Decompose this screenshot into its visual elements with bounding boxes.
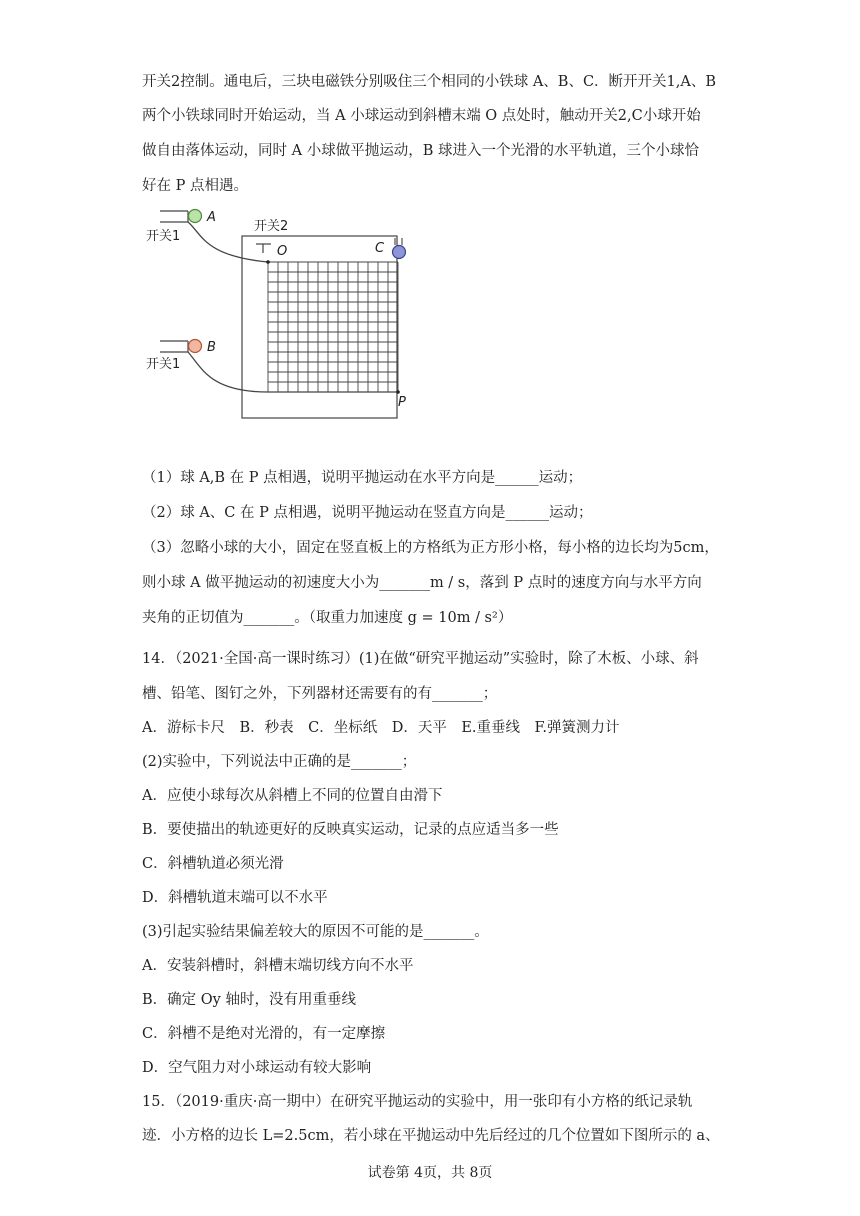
- q14-head-2: 槽、铅笔、图钉之外，下列器材还需要有的有_______；: [142, 686, 498, 702]
- q14-sub2-b: B．要使描出的轨迹更好的反映真实运动，记录的点应适当多一些: [142, 822, 559, 838]
- ball-b: [189, 340, 202, 353]
- q14-sub2-a: A．应使小球每次从斜槽上不同的位置自由滑下: [142, 788, 443, 804]
- intro-line-1: 开关2控制。通电后，三块电磁铁分别吸住三个相同的小铁球 A、B、C．断开开关1,A、B: [142, 74, 717, 90]
- label-o: O: [277, 244, 288, 259]
- q14-sub3-a: A．安装斜槽时，斜槽末端切线方向不水平: [142, 958, 414, 974]
- grid-paper: [268, 262, 398, 392]
- top-electromagnet: [160, 211, 188, 222]
- q14-sub2-c: C．斜槽轨道必须光滑: [142, 856, 284, 872]
- intro-line-4: 好在 P 点相遇。: [142, 178, 248, 194]
- intro-line-2: 两个小铁球同时开始运动，当 A 小球运动到斜槽末端 O 点处时，触动开关2,C小球开始: [142, 108, 701, 124]
- switch2-label: 开关2: [254, 219, 289, 234]
- q14-head-1: 14．（2021·全国·高一课时练习）(1)在做“研究平抛运动”实验时，除了木板、小球、斜: [142, 651, 699, 667]
- q14-sub3-d: D．空气阻力对小球运动有较大影响: [142, 1060, 372, 1076]
- label-a: A: [207, 210, 216, 225]
- label-b: B: [207, 340, 216, 355]
- q13-part3-b: 则小球 A 做平抛运动的初速度大小为_______m / s，落到 P 点时的速度方向与水平方向: [142, 575, 702, 591]
- switch1-top-label: 开关1: [146, 229, 181, 244]
- q13-part1: （1）球 A,B 在 P 点相遇，说明平抛运动在水平方向是______运动；: [142, 470, 583, 486]
- label-c: C: [375, 241, 385, 256]
- apparatus-figure: [140, 200, 440, 425]
- q14-sub3-c: C．斜槽不是绝对光滑的，有一定摩擦: [142, 1026, 386, 1042]
- q14-sub2-d: D．斜槽轨道末端可以不水平: [142, 890, 328, 906]
- q15-line-2: 迹．小方格的边长 L=2.5cm，若小球在平抛运动中先后经过的几个位置如下图所示的 a、: [142, 1128, 720, 1144]
- ball-c: [393, 246, 406, 259]
- board-frame: [242, 236, 397, 418]
- q14-sub2: (2)实验中，下列说法中正确的是_______；: [142, 754, 417, 770]
- q13-part3-c: 夹角的正切值为_______。（取重力加速度 g = 10m / s²）: [142, 610, 513, 626]
- q13-part3-a: （3）忽略小球的大小，固定在竖直板上的方格纸为正方形小格，每小格的边长均为5cm，: [142, 540, 719, 556]
- bottom-electromagnet: [160, 341, 188, 352]
- label-p: P: [398, 395, 406, 410]
- point-o: [266, 260, 270, 264]
- switch2-mark: [256, 244, 271, 253]
- q13-part2: （2）球 A、C 在 P 点相遇，说明平抛运动在竖直方向是______运动；: [142, 505, 593, 521]
- q14-sub3-b: B．确定 Oy 轴时，没有用重垂线: [142, 992, 356, 1008]
- ball-a: [189, 210, 202, 223]
- point-p: [396, 390, 400, 394]
- page-footer: 试卷第 4页，共 8页: [367, 1165, 493, 1181]
- q14-sub3: (3)引起实验结果偏差较大的原因不可能的是_______。: [142, 924, 489, 940]
- c-electromagnet: [395, 238, 402, 245]
- q15-line-1: 15．（2019·重庆·高一期中）在研究平抛运动的实验中，用一张印有小方格的纸记录轨: [142, 1094, 693, 1110]
- switch1-bottom-label: 开关1: [146, 357, 181, 372]
- intro-line-3: 做自由落体运动，同时 A 小球做平抛运动，B 球进入一个光滑的水平轨道，三个小球恰: [142, 143, 699, 159]
- q14-options-1: A．游标卡尺 B．秒表 C．坐标纸 D．天平 E.重垂线 F.弹簧测力计: [142, 720, 620, 736]
